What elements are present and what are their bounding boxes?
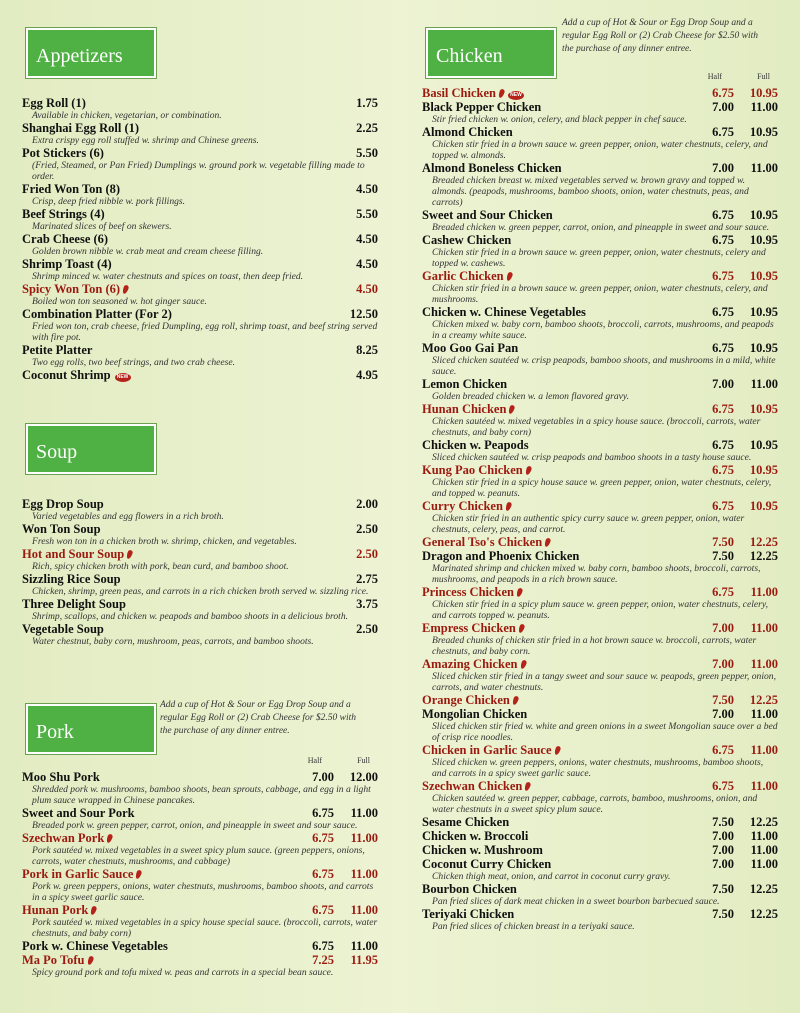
- full-price: 10.95: [749, 341, 778, 355]
- full-price: 12.00: [349, 770, 378, 784]
- full-price: 11.95: [350, 953, 378, 967]
- menu-item-row: [22, 597, 378, 611]
- full-price: 10.95: [749, 438, 778, 452]
- chicken-half-label: Half: [707, 72, 722, 81]
- full-price: 11.00: [750, 161, 778, 175]
- item-name: Mongolian Chicken: [422, 707, 528, 721]
- menu-item: [22, 182, 378, 207]
- half-price: 6.75: [712, 779, 734, 793]
- half-price: 6.75: [312, 903, 334, 917]
- half-price: 6.75: [312, 806, 334, 820]
- item-name: Coconut Curry Chicken: [422, 857, 552, 871]
- item-description: Breaded chicken breast w. mixed vegetables served w. brown gravy and topped w. almonds. (peapods, mushrooms, bamboo shoots, onion, water chestnuts, peas, and carrots): [432, 175, 749, 208]
- item-price: 3.75: [356, 597, 378, 611]
- half-price: 6.75: [312, 831, 334, 845]
- full-price: 10.95: [749, 463, 778, 477]
- chicken-list: [422, 86, 778, 932]
- item-description: Varied vegetables and egg flowers in a rich broth.: [32, 511, 224, 522]
- item-description: Extra crispy egg roll stuffed w. shrimp and Chinese greens.: [32, 135, 259, 146]
- menu-item: [422, 499, 778, 535]
- chili-pepper-icon: [505, 271, 513, 281]
- menu-item: [22, 232, 378, 257]
- item-description: Pork w. green peppers, onions, water chestnuts, mushrooms, bamboo shoots, and carrots in a spicy sweet garlic sauce.: [32, 881, 374, 903]
- chili-pepper-icon: [519, 659, 527, 669]
- menu-item-row: [22, 368, 378, 382]
- item-name: Garlic Chicken: [422, 269, 504, 283]
- item-price: 5.50: [356, 207, 378, 221]
- menu-item: [422, 463, 778, 499]
- item-price: 12.50: [349, 307, 378, 321]
- menu-item: [22, 572, 378, 597]
- full-price: 10.95: [749, 305, 778, 319]
- half-price: 6.75: [712, 402, 734, 416]
- chili-pepper-icon: [122, 284, 130, 294]
- item-name: Empress Chicken: [422, 621, 516, 635]
- item-price: 4.50: [356, 182, 378, 196]
- menu-item: [422, 693, 778, 707]
- menu-item: [422, 161, 778, 208]
- menu-item: [422, 305, 778, 341]
- full-price: 10.95: [749, 269, 778, 283]
- item-name: Ma Po Tofu: [22, 953, 85, 967]
- item-price: 2.75: [356, 572, 378, 586]
- chili-pepper-icon: [544, 537, 552, 547]
- item-description: Spicy ground pork and tofu mixed w. peas and carrots in a special bean sauce.: [32, 967, 334, 978]
- item-description: Chicken stir fried in a brown sauce w. green pepper, onion, water chestnuts, celery, and topped w. almonds.: [432, 139, 768, 161]
- menu-item: [422, 621, 778, 657]
- item-description: Chicken stir fried in a brown sauce w. green pepper, onion, water chestnuts, celery, and mushrooms.: [432, 283, 768, 305]
- half-price: 7.00: [712, 707, 734, 721]
- item-description: Pork sautéed w. mixed vegetables in a spicy house special sauce. (broccoli, carrots, water chestnuts, and baby corn): [32, 917, 378, 939]
- item-name: Hunan Chicken: [422, 402, 507, 416]
- item-name: Curry Chicken: [422, 499, 503, 513]
- item-name: Shanghai Egg Roll (1): [22, 121, 140, 135]
- item-price: 1.75: [356, 96, 378, 110]
- item-description: Crisp, deep fried nibble w. pork fillings.: [32, 196, 186, 207]
- item-name: Chicken w. Broccoli: [422, 829, 529, 843]
- item-name: Petite Platter: [22, 343, 93, 357]
- full-price: 10.95: [749, 125, 778, 139]
- full-price: 12.25: [749, 907, 778, 921]
- item-name: Sweet and Sour Chicken: [422, 208, 553, 222]
- item-name: Hot and Sour Soup: [22, 547, 125, 561]
- chili-pepper-icon: [511, 695, 519, 705]
- menu-item: [22, 867, 378, 903]
- half-price: 7.25: [312, 953, 334, 967]
- item-name: Moo Goo Gai Pan: [422, 341, 519, 355]
- menu-item: [22, 207, 378, 232]
- half-price: 6.75: [712, 86, 734, 100]
- item-description: Chicken, shrimp, green peas, and carrots in a rich chicken broth served w. sizzling rice.: [32, 586, 369, 597]
- full-price: 11.00: [750, 707, 778, 721]
- menu-item: [22, 547, 378, 572]
- item-price: 2.50: [356, 522, 378, 536]
- full-price: 10.95: [749, 86, 778, 100]
- half-price: 7.00: [712, 857, 734, 871]
- soup-list: [22, 497, 378, 647]
- item-price: 2.50: [356, 547, 378, 561]
- new-badge-icon: NEW: [508, 91, 524, 100]
- appetizers-list: [22, 96, 378, 382]
- item-name: Almond Chicken: [422, 125, 513, 139]
- chicken-title: Chicken: [436, 45, 503, 67]
- item-name: Szechwan Pork: [22, 831, 105, 845]
- menu-item: [422, 100, 778, 125]
- pork-full-label: Full: [357, 756, 370, 765]
- item-name: Shrimp Toast (4): [22, 257, 112, 271]
- half-price: 7.50: [712, 882, 734, 896]
- half-price: 6.75: [712, 233, 734, 247]
- item-description: Sliced chicken sautéed w. crisp peapods, bamboo shoots, and mushrooms in a mild, white sauce.: [432, 355, 776, 377]
- item-description: Sliced chicken stir fried in a tangy sweet and sour sauce w. peapods, green pepper, onion, carrots, and water chestnuts.: [432, 671, 776, 693]
- menu-item: [422, 377, 778, 402]
- full-price: 11.00: [750, 843, 778, 857]
- half-price: 6.75: [712, 341, 734, 355]
- half-price: 6.75: [712, 208, 734, 222]
- item-name: Sweet and Sour Pork: [22, 806, 135, 820]
- menu-item: [422, 779, 778, 815]
- item-description: Water chestnut, baby corn, mushroom, peas, carrots, and bamboo shoots.: [32, 636, 314, 647]
- half-price: 7.00: [712, 829, 734, 843]
- menu-item: [22, 522, 378, 547]
- half-price: 7.00: [712, 621, 734, 635]
- item-description: Chicken sautéed w. green pepper, cabbage, carrots, bamboo, mushrooms, onion, and water chestnuts in a sweet spicy plum sauce.: [432, 793, 758, 815]
- item-name: Cashew Chicken: [422, 233, 512, 247]
- full-price: 10.95: [749, 233, 778, 247]
- item-price: 2.00: [356, 497, 378, 511]
- item-description: Chicken thigh meat, onion, and carrot in coconut curry gravy.: [432, 871, 671, 882]
- chicken-full-label: Full: [757, 72, 770, 81]
- menu-item: [22, 368, 378, 382]
- menu-item-row: [22, 96, 378, 110]
- half-price: 7.00: [712, 100, 734, 114]
- half-price: 6.75: [312, 939, 334, 953]
- item-description: Boiled won ton seasoned w. hot ginger sauce.: [32, 296, 207, 307]
- menu-item-row: [22, 207, 378, 221]
- full-price: 11.00: [750, 100, 778, 114]
- half-price: 6.75: [712, 743, 734, 757]
- item-name: Pork w. Chinese Vegetables: [22, 939, 168, 953]
- item-name: Crab Cheese (6): [22, 232, 109, 246]
- item-name: Lemon Chicken: [422, 377, 508, 391]
- item-name: Bourbon Chicken: [422, 882, 517, 896]
- item-name: Orange Chicken: [422, 693, 510, 707]
- item-name: Pot Stickers (6): [22, 146, 104, 160]
- menu-item: [422, 269, 778, 305]
- item-name: Moo Shu Pork: [22, 770, 100, 784]
- item-description: Pan fried slices of dark meat chicken in a sweet bourbon barbecued sauce.: [432, 896, 720, 907]
- chili-pepper-icon: [86, 955, 94, 965]
- half-price: 7.00: [712, 843, 734, 857]
- chili-pepper-icon: [505, 501, 513, 511]
- item-description: Chicken stir fried in a spicy plum sauce w. green pepper, onion, water chestnuts, celery, and carrots topped w. peanuts.: [432, 599, 768, 621]
- full-price: 11.00: [350, 903, 378, 917]
- item-name: Won Ton Soup: [22, 522, 101, 536]
- half-price: 6.75: [712, 499, 734, 513]
- item-name: Amazing Chicken: [422, 657, 518, 671]
- item-description: Fresh won ton in a chicken broth w. shrimp, chicken, and vegetables.: [32, 536, 297, 547]
- item-description: Golden breaded chicken w. a lemon flavored gravy.: [432, 391, 630, 402]
- item-description: Sliced chicken w. green peppers, onions, water chestnuts, mushrooms, bamboo shoots, and carrots in a spicy sweet garlic sauce.: [432, 757, 764, 779]
- full-price: 11.00: [750, 857, 778, 871]
- item-description: Fried won ton, crab cheese, fried Dumpling, egg roll, shrimp toast, and beef string served with fire pot.: [32, 321, 378, 343]
- item-description: Breaded pork w. green pepper, carrot, onion, and pineapple in sweet and sour sauce.: [32, 820, 358, 831]
- item-name: Kung Pao Chicken: [422, 463, 523, 477]
- chili-pepper-icon: [135, 869, 143, 879]
- menu-item: [422, 402, 778, 438]
- menu-item: [22, 282, 378, 307]
- menu-item: [422, 829, 778, 843]
- menu-item: [22, 497, 378, 522]
- half-price: 6.75: [712, 125, 734, 139]
- menu-item: [22, 307, 378, 343]
- menu-item: [422, 843, 778, 857]
- menu-item-row: [22, 121, 378, 135]
- item-price: 4.50: [356, 232, 378, 246]
- item-price: 5.50: [356, 146, 378, 160]
- full-price: 11.00: [750, 585, 778, 599]
- menu-item: [22, 953, 378, 978]
- item-description: Shrimp, scallops, and chicken w. peapods and bamboo shoots in a delicious broth.: [32, 611, 349, 622]
- menu-item: [422, 86, 778, 100]
- half-price: 7.00: [312, 770, 334, 784]
- new-badge-icon: NEW: [115, 373, 131, 382]
- menu-item: [22, 770, 378, 806]
- item-description: Breaded chicken w. green pepper, carrot, onion, and pineapple in sweet and sour sauce.: [432, 222, 770, 233]
- full-price: 11.00: [350, 806, 378, 820]
- full-price: 12.25: [749, 882, 778, 896]
- item-description: Available in chicken, vegetarian, or combination.: [32, 110, 222, 121]
- item-description: Breaded chunks of chicken stir fried in a hot brown sauce w. broccoli, carrots, water chestnuts, and baby corn.: [432, 635, 757, 657]
- item-name: Basil Chicken: [422, 86, 496, 100]
- chili-pepper-icon: [524, 465, 532, 475]
- chili-pepper-icon: [106, 833, 114, 843]
- item-name: Chicken w. Peapods: [422, 438, 529, 452]
- full-price: 11.00: [750, 377, 778, 391]
- half-price: 6.75: [712, 438, 734, 452]
- menu-item: [422, 208, 778, 233]
- menu-item: [22, 903, 378, 939]
- item-price: 4.50: [356, 257, 378, 271]
- item-description: Shredded pork w. mushrooms, bamboo shoots, bean sprouts, cabbage, and egg in a light plum sauce wrapped in Chinese pancakes.: [32, 784, 371, 806]
- item-name: Egg Roll (1): [22, 96, 86, 110]
- half-price: 6.75: [312, 867, 334, 881]
- full-price: 11.00: [750, 743, 778, 757]
- full-price: 11.00: [350, 939, 378, 953]
- menu-item: [422, 125, 778, 161]
- item-name: Spicy Won Ton (6): [22, 282, 121, 296]
- soup-title: Soup: [36, 441, 78, 463]
- item-description: Pan fried slices of chicken breast in a teriyaki sauce.: [432, 921, 635, 932]
- item-name: Hunan Pork: [22, 903, 89, 917]
- item-name: Vegetable Soup: [22, 622, 104, 636]
- item-description: Chicken stir fried in an authentic spicy curry sauce w. green pepper, onion, water chestnuts, celery, peas, and carrot.: [432, 513, 745, 535]
- menu-item: [422, 657, 778, 693]
- menu-item: [422, 882, 778, 907]
- half-price: 7.50: [712, 549, 734, 563]
- full-price: 11.00: [750, 829, 778, 843]
- full-price: 11.00: [350, 867, 378, 881]
- full-price: 12.25: [749, 815, 778, 829]
- half-price: 6.75: [712, 305, 734, 319]
- chili-pepper-icon: [126, 549, 134, 559]
- pork-header: [26, 704, 156, 754]
- item-name: Dragon and Phoenix Chicken: [422, 549, 580, 563]
- chili-pepper-icon: [524, 781, 532, 791]
- full-price: 11.00: [750, 657, 778, 671]
- chili-pepper-icon: [518, 623, 526, 633]
- half-price: 7.50: [712, 693, 734, 707]
- item-description: Marinated slices of beef on skewers.: [32, 221, 172, 232]
- menu-item: [422, 815, 778, 829]
- menu-item: [22, 597, 378, 622]
- pork-half-label: Half: [307, 756, 322, 765]
- item-name: Princess Chicken: [422, 585, 515, 599]
- pork-promo-note: Add a cup of Hot & Sour or Egg Drop Soup and a regular Egg Roll or (2) Crab Cheese for $2.50 with the purchase of any dinner entree.: [160, 700, 356, 736]
- item-description: Two egg rolls, two beef strings, and two crab cheese.: [32, 357, 236, 368]
- menu-item-row: [22, 572, 378, 586]
- item-description: Golden brown nibble w. crab meat and cream cheese filling.: [32, 246, 264, 257]
- menu-item: [22, 806, 378, 831]
- menu-item-row: [22, 343, 378, 357]
- full-price: 10.95: [749, 208, 778, 222]
- appetizers-header: [26, 28, 156, 78]
- item-name: Egg Drop Soup: [22, 497, 104, 511]
- menu-item: [22, 257, 378, 282]
- menu-item: [422, 743, 778, 779]
- menu-item: [422, 907, 778, 932]
- item-description: Marinated shrimp and chicken mixed w. baby corn, bamboo shoots, broccoli, carrots, mushrooms, and peapods in a rich brown sauce.: [432, 563, 761, 585]
- menu-item-row: [22, 622, 378, 636]
- item-name: Chicken w. Chinese Vegetables: [422, 305, 586, 319]
- chili-pepper-icon: [516, 587, 524, 597]
- pork-title: Pork: [36, 721, 74, 743]
- item-name: Chicken in Garlic Sauce: [422, 743, 552, 757]
- item-description: Shrimp minced w. water chestnuts and spices on toast, then deep fried.: [32, 271, 304, 282]
- item-description: Chicken mixed w. baby corn, bamboo shoots, broccoli, carrots, mushrooms, and peapods in a creamy white sauce.: [432, 319, 774, 341]
- chili-pepper-icon: [90, 905, 98, 915]
- item-description: Rich, spicy chicken broth with pork, bean curd, and bamboo shoot.: [32, 561, 289, 572]
- soup-header: [26, 424, 156, 474]
- half-price: 6.75: [712, 463, 734, 477]
- item-name: Beef Strings (4): [22, 207, 105, 221]
- half-price: 6.75: [712, 269, 734, 283]
- item-name: Sesame Chicken: [422, 815, 510, 829]
- menu-item: [422, 341, 778, 377]
- menu-item: [422, 549, 778, 585]
- menu-item-row: [22, 547, 378, 561]
- item-name: General Tso's Chicken: [422, 535, 543, 549]
- item-name: Szechwan Chicken: [422, 779, 523, 793]
- half-price: 7.00: [712, 161, 734, 175]
- item-price: 2.25: [356, 121, 378, 135]
- item-name: Almond Boneless Chicken: [422, 161, 562, 175]
- menu-item: [22, 121, 378, 146]
- chili-pepper-icon: [508, 404, 516, 414]
- item-name: Fried Won Ton (8): [22, 182, 121, 196]
- item-name: Three Delight Soup: [22, 597, 126, 611]
- item-name: Black Pepper Chicken: [422, 100, 542, 114]
- menu-item-row: [22, 232, 378, 246]
- chicken-promo-note: Add a cup of Hot & Sour or Egg Drop Soup and a regular Egg Roll or (2) Crab Cheese for $2.50 with the purchase of any dinner entree.: [562, 18, 758, 54]
- item-price: 8.25: [356, 343, 378, 357]
- item-description: Stir fried chicken w. onion, celery, and black pepper in chef sauce.: [432, 114, 687, 125]
- menu-item: [22, 622, 378, 647]
- half-price: 7.50: [712, 815, 734, 829]
- item-name: Chicken w. Mushroom: [422, 843, 543, 857]
- half-price: 6.75: [712, 585, 734, 599]
- item-description: (Fried, Steamed, or Pan Fried) Dumplings w. ground pork w. vegetable filling made to order.: [32, 160, 365, 182]
- item-price: 4.50: [356, 282, 378, 296]
- menu-item-row: [22, 146, 378, 160]
- menu-item-row: [22, 182, 378, 196]
- full-price: 11.00: [750, 779, 778, 793]
- menu-item-row: [22, 497, 378, 511]
- item-description: Chicken sautéed w. mixed vegetables in a spicy house sauce. (broccoli, carrots, water chestnuts, and baby corn): [432, 416, 761, 438]
- item-description: Chicken stir fried in a brown sauce w. green pepper, onion, water chestnuts, celery and topped w. cashews.: [432, 247, 766, 269]
- menu-item-row: [22, 307, 378, 321]
- menu-item: [422, 535, 778, 549]
- full-price: 11.00: [350, 831, 378, 845]
- item-description: Pork sautéed w. mixed vegetables in a sweet spicy plum sauce. (green peppers, onions, carrots, water chestnuts, mushrooms, and cabbage): [32, 845, 365, 867]
- menu-item: [22, 146, 378, 182]
- appetizers-title: Appetizers: [36, 45, 123, 67]
- item-name: Pork in Garlic Sauce: [22, 867, 134, 881]
- full-price: 10.95: [749, 402, 778, 416]
- chili-pepper-icon: [498, 88, 506, 98]
- full-price: 12.25: [749, 535, 778, 549]
- menu-item: [422, 233, 778, 269]
- full-price: 12.25: [749, 549, 778, 563]
- item-description: Sliced chicken stir fried w. white and green onions in a sweet Mongolian sauce over a bed of crisp rice noodles.: [432, 721, 778, 743]
- menu-item: [22, 939, 378, 953]
- item-name: Teriyaki Chicken: [422, 907, 515, 921]
- menu-item: [22, 831, 378, 867]
- menu-item: [22, 96, 378, 121]
- chicken-header: [426, 28, 556, 78]
- menu-item: [422, 438, 778, 463]
- item-price: 4.95: [356, 368, 378, 382]
- full-price: 11.00: [750, 621, 778, 635]
- menu-item: [22, 343, 378, 368]
- item-description: Sliced chicken sautéed w. crisp peapods and bamboo shoots in a tasty house sauce.: [432, 452, 752, 463]
- half-price: 7.50: [712, 907, 734, 921]
- chili-pepper-icon: [553, 745, 561, 755]
- half-price: 7.00: [712, 377, 734, 391]
- pork-list: [22, 770, 378, 978]
- menu-item: [422, 857, 778, 882]
- menu-item-row: [22, 257, 378, 271]
- half-price: 7.50: [712, 535, 734, 549]
- menu-item-row: [22, 282, 378, 296]
- menu-item: [422, 707, 778, 743]
- item-name: Coconut Shrimp: [22, 368, 111, 382]
- full-price: 12.25: [749, 693, 778, 707]
- menu-item-row: [22, 522, 378, 536]
- full-price: 10.95: [749, 499, 778, 513]
- item-name: Sizzling Rice Soup: [22, 572, 121, 586]
- half-price: 7.00: [712, 657, 734, 671]
- menu-item: [422, 585, 778, 621]
- item-name: Combination Platter (For 2): [22, 307, 172, 321]
- item-price: 2.50: [356, 622, 378, 636]
- item-description: Chicken stir fried in a spicy house sauce w. green pepper, onion, water chestnuts, celery, and topped w. peanuts.: [432, 477, 772, 499]
